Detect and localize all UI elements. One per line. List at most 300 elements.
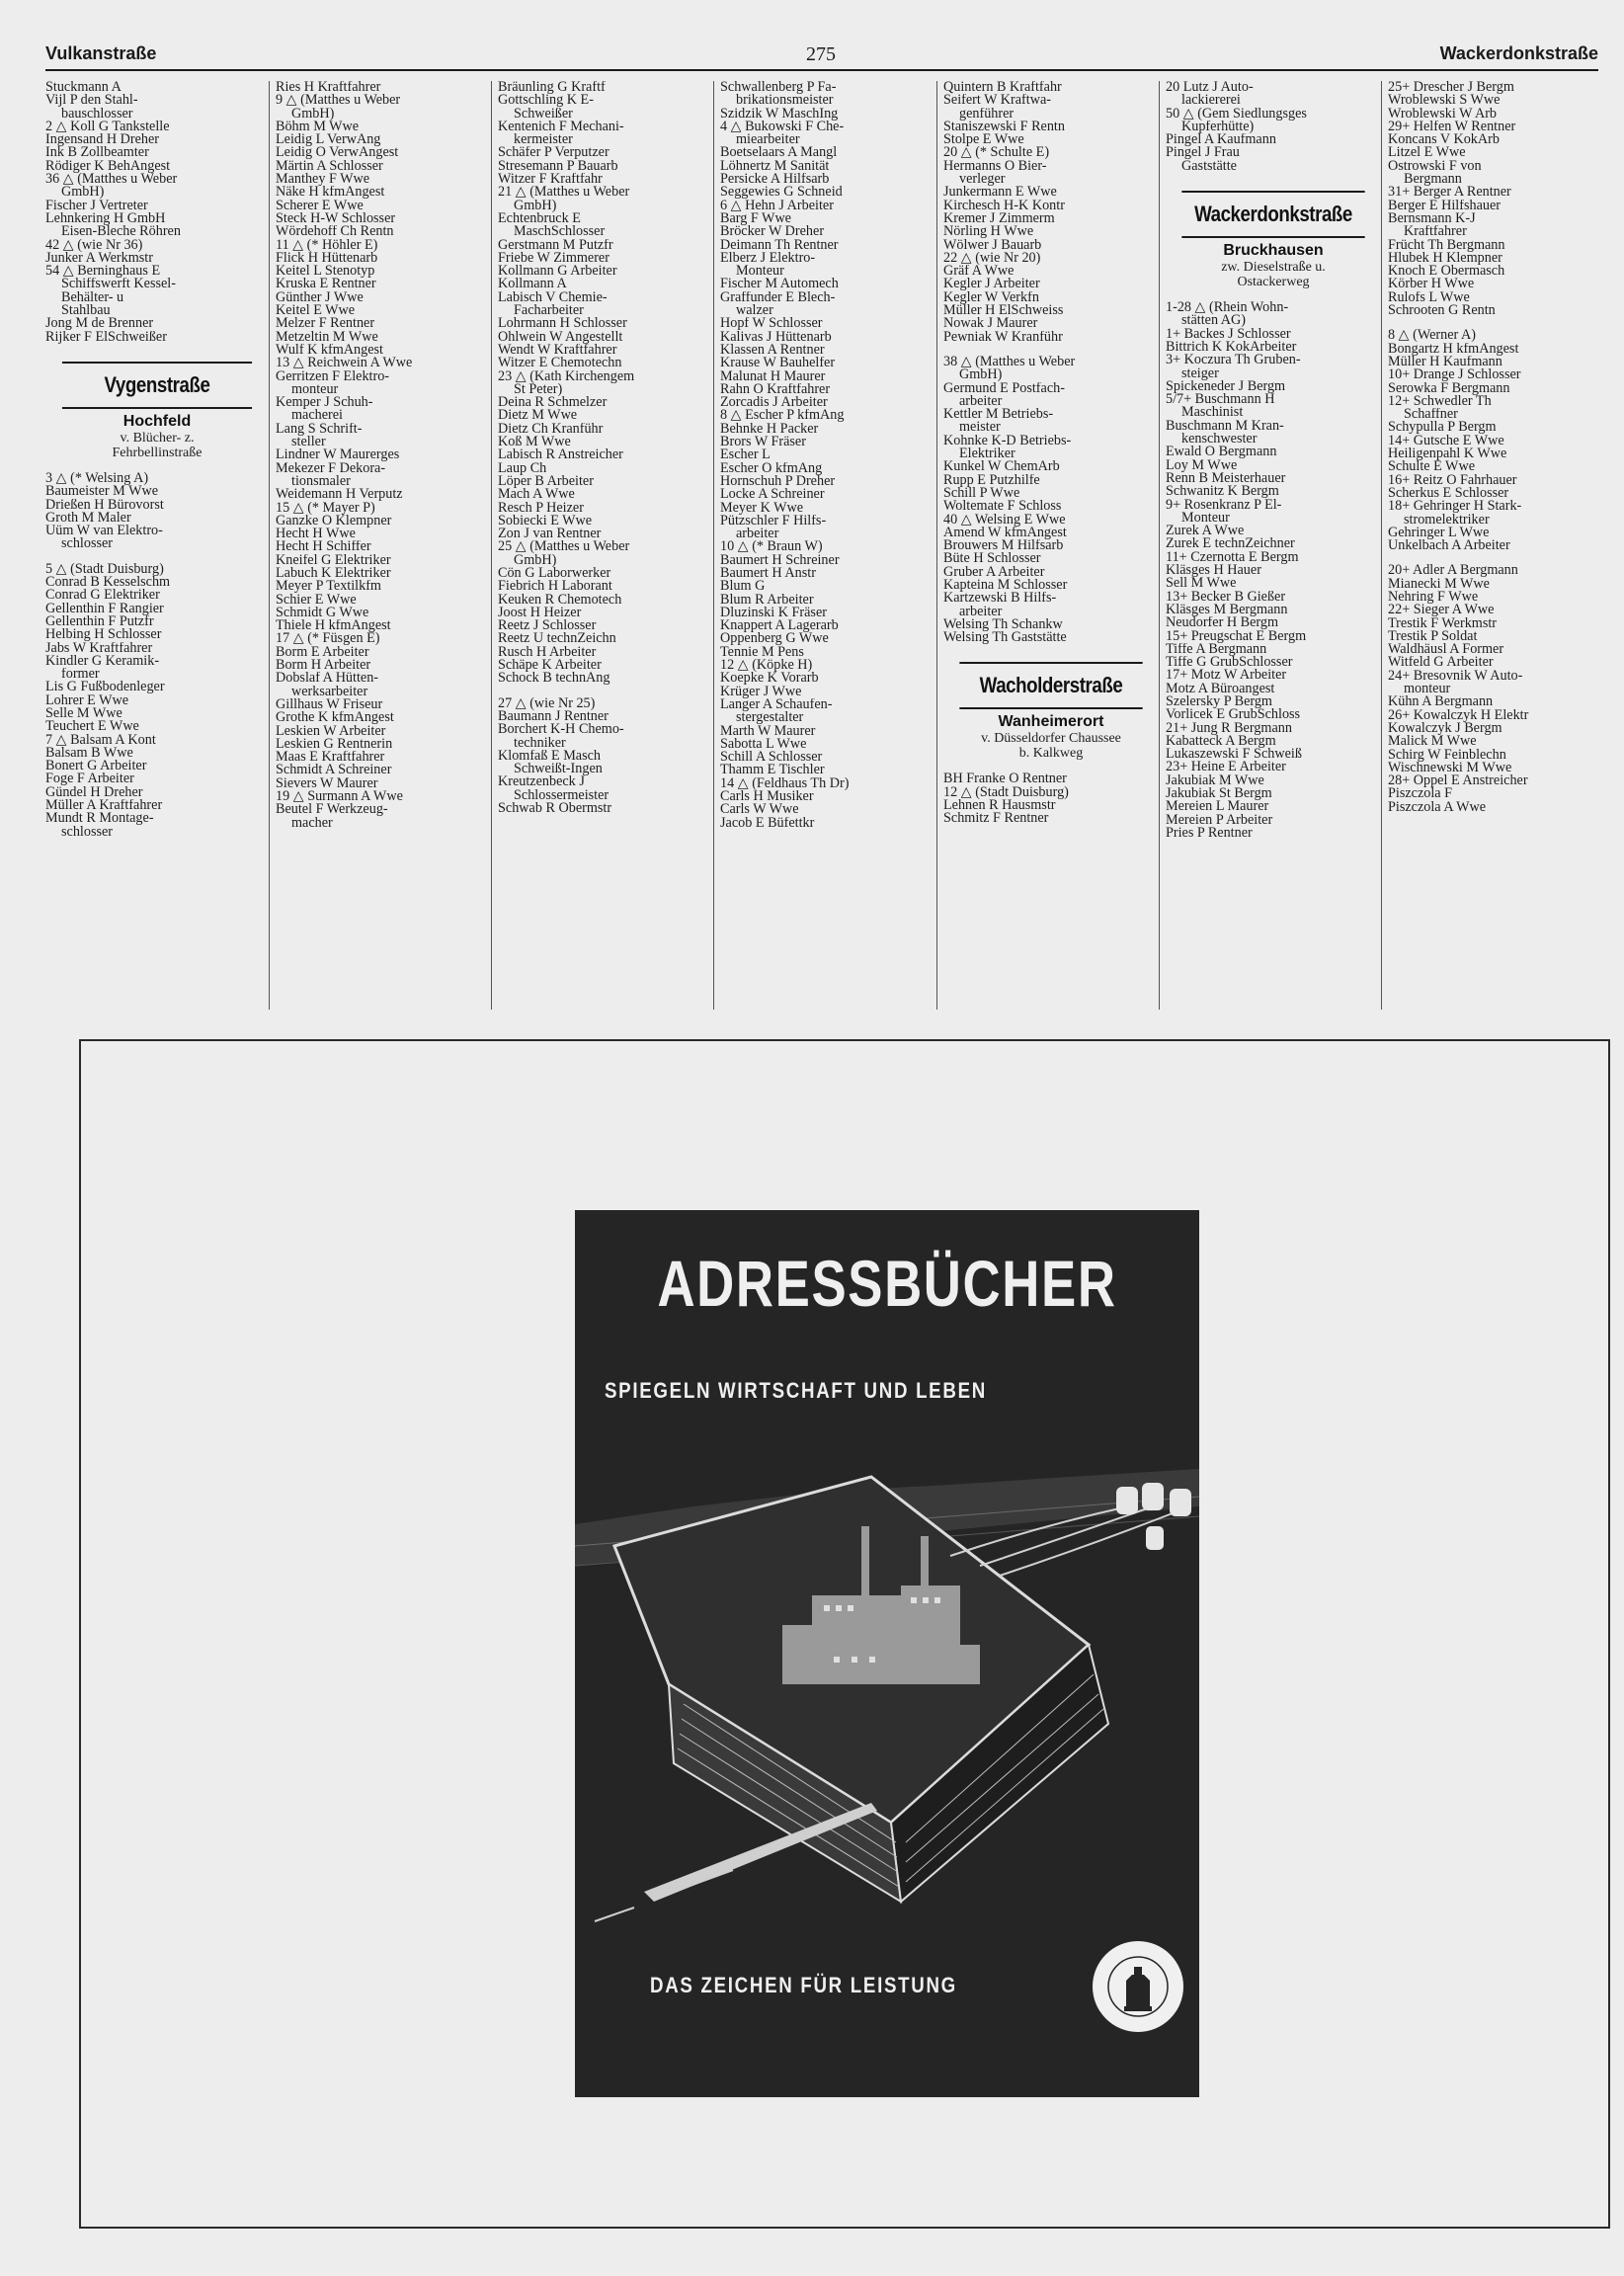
directory-entry: Witfeld G Arbeiter bbox=[1388, 656, 1494, 670]
directory-entry: Hopf W Schlosser bbox=[720, 317, 823, 331]
spacer bbox=[943, 344, 1159, 356]
directory-entry: 16+ Reitz O Fahrhauer bbox=[1388, 473, 1517, 487]
directory-entry: Schweißt-Ingen bbox=[514, 763, 603, 776]
directory-entry: Büte H Schlosser bbox=[943, 552, 1041, 566]
directory-entry: 14+ Gutsche E Wwe bbox=[1388, 434, 1504, 448]
publisher-seal-icon bbox=[1089, 1937, 1187, 2036]
directory-columns bbox=[45, 81, 1598, 1010]
directory-entry: Schill A Schlosser bbox=[720, 751, 823, 765]
directory-entry: Stahlbau bbox=[61, 304, 111, 318]
directory-entry: Kowalczyk J Bergm bbox=[1388, 721, 1502, 736]
directory-entry: Renn B Meisterhauer bbox=[1166, 471, 1286, 486]
directory-entry: Leidig O VerwAngest bbox=[276, 146, 399, 160]
directory-entry: Metzeltin M Wwe bbox=[276, 330, 378, 344]
directory-column-2 bbox=[269, 81, 491, 1010]
directory-entry: Pries P Rentner bbox=[1166, 826, 1253, 841]
directory-entry: Lang S Schrift- bbox=[276, 422, 363, 437]
header-right-street: Wackerdonkstraße bbox=[1439, 43, 1598, 63]
directory-entry: Labisch V Chemie- bbox=[498, 290, 608, 305]
directory-entry: Kegler W Verkfn bbox=[943, 290, 1039, 305]
directory-entry: Conrad G Elektriker bbox=[45, 589, 160, 603]
directory-entry: GmbH) bbox=[61, 186, 105, 200]
directory-entry: Kühn A Bergmann bbox=[1388, 695, 1494, 709]
directory-entry: 27 △ (wie Nr 25) bbox=[498, 696, 596, 710]
directory-entry: 23+ Heine E Arbeiter bbox=[1166, 761, 1286, 774]
directory-entry: Gerstmann M Putzfr bbox=[498, 238, 613, 252]
directory-entry: Dietz Ch Kranführ bbox=[498, 422, 604, 437]
advertisement-title: ADRESSBÜCHER bbox=[657, 1247, 1117, 1320]
directory-entry: 40 △ Welsing E Wwe bbox=[943, 513, 1066, 527]
directory-entry: Heiligenpahl K Wwe bbox=[1388, 447, 1507, 461]
directory-entry: Mekezer F Dekora- bbox=[276, 461, 386, 475]
directory-entry: 6 △ Hehn J Arbeiter bbox=[720, 199, 834, 212]
directory-entry: Zurek A Wwe bbox=[1166, 525, 1245, 538]
directory-entry: Dietz M Wwe bbox=[498, 409, 578, 423]
directory-entry: Kraftfahrer bbox=[1404, 225, 1467, 239]
directory-entry: Resch P Heizer bbox=[498, 501, 584, 515]
directory-entry: genführer bbox=[959, 107, 1015, 121]
directory-entry: Carls H Musiker bbox=[720, 790, 814, 804]
directory-entry: Stuckmann A bbox=[45, 81, 122, 95]
directory-entry: Maschinist bbox=[1181, 406, 1244, 420]
directory-entry: Schock B technAng bbox=[498, 672, 610, 686]
page-number: 275 bbox=[806, 43, 836, 65]
directory-entry: 23 △ (Kath Kirchengem bbox=[498, 369, 635, 383]
directory-entry: Behnke H Packer bbox=[720, 422, 819, 437]
directory-entry: Thamm E Tischler bbox=[720, 764, 825, 777]
directory-entry: Knoch E Obermasch bbox=[1388, 265, 1505, 279]
directory-entry: macherei bbox=[291, 409, 343, 423]
directory-entry: former bbox=[61, 668, 100, 682]
directory-column-3 bbox=[491, 81, 713, 1010]
directory-entry: steiger bbox=[1181, 366, 1219, 380]
directory-entry: Manthey F Wwe bbox=[276, 173, 370, 187]
directory-entry: 22+ Sieger A Wwe bbox=[1388, 604, 1495, 617]
directory-entry: Welsing Th Gaststätte bbox=[943, 631, 1067, 645]
street-heading: Vygenstraße bbox=[62, 362, 252, 409]
directory-entry: Gellenthin F Rangier bbox=[45, 602, 164, 615]
directory-entry: Lindner W Maurerges bbox=[276, 448, 400, 462]
directory-entry: Koepke K Vorarb bbox=[720, 672, 819, 686]
directory-entry: Gruber A Arbeiter bbox=[943, 565, 1045, 579]
directory-entry: 22 △ (wie Nr 20) bbox=[943, 251, 1041, 266]
directory-entry: Nowak J Maurer bbox=[943, 317, 1038, 331]
district-name: Hochfeld bbox=[122, 412, 192, 430]
directory-entry: MaschSchlosser bbox=[514, 225, 606, 239]
directory-entry: 26+ Kowalczyk H Elektr bbox=[1388, 708, 1529, 722]
directory-entry: Kirchesch H-K Kontr bbox=[943, 199, 1065, 212]
directory-entry: Gillhaus W Friseur bbox=[276, 697, 383, 712]
directory-entry: Kruska E Rentner bbox=[276, 278, 376, 291]
directory-entry: macher bbox=[291, 816, 333, 830]
directory-entry: Schweißer bbox=[514, 107, 573, 121]
directory-entry: Schulte E Wwe bbox=[1388, 460, 1475, 474]
directory-entry: Hlubek H Klempner bbox=[1388, 251, 1502, 266]
directory-entry: Gellenthin F Putzfr bbox=[45, 614, 154, 629]
directory-entry: Mianecki M Wwe bbox=[1388, 577, 1490, 591]
directory-entry: Eisen-Bleche Röhren bbox=[61, 225, 181, 239]
directory-entry: GmbH) bbox=[291, 107, 335, 121]
directory-entry: steller bbox=[291, 436, 326, 449]
directory-entry: 28+ Oppel E Anstreicher bbox=[1388, 774, 1528, 788]
directory-entry: Günther J Wwe bbox=[276, 290, 364, 305]
directory-entry: Bergmann bbox=[1404, 173, 1462, 187]
directory-entry: Wroblewski W Arb bbox=[1388, 107, 1498, 121]
directory-entry: Lohrmann H Schlosser bbox=[498, 317, 627, 331]
directory-entry: Amend W kfmAngest bbox=[943, 526, 1067, 540]
directory-entry: Gräf A Wwe bbox=[943, 265, 1015, 279]
directory-entry: Fischer J Vertreter bbox=[45, 199, 148, 212]
directory-entry: Thiele H kfmAngest bbox=[276, 619, 391, 633]
directory-entry: Gaststätte bbox=[1181, 159, 1237, 174]
directory-entry: Pützschler F Hilfs- bbox=[720, 514, 827, 528]
directory-entry: Rödiger K BehAngest bbox=[45, 159, 171, 174]
directory-entry: Dluzinski K Fräser bbox=[720, 606, 827, 620]
directory-entry: Mundt R Montage- bbox=[45, 812, 154, 826]
directory-entry: Rahn O Kraftfahrer bbox=[720, 382, 831, 397]
directory-entry: Scherer E Wwe bbox=[276, 199, 364, 212]
directory-entry: 15 △ (* Mayer P) bbox=[276, 501, 375, 515]
directory-entry: Staniszewski F Rentn bbox=[943, 120, 1065, 134]
directory-entry: 21 △ (Matthes u Weber bbox=[498, 186, 630, 200]
directory-entry: Barg F Wwe bbox=[720, 211, 791, 226]
directory-entry: Koncans V KokArb bbox=[1388, 133, 1500, 147]
directory-entry: Escher L bbox=[720, 448, 771, 462]
directory-entry: Wroblewski S Wwe bbox=[1388, 94, 1501, 108]
directory-entry: 5/7+ Buschmann H bbox=[1166, 393, 1275, 407]
directory-entry: Kunkel W ChemArb bbox=[943, 460, 1060, 474]
directory-entry: Gerritzen F Elektro- bbox=[276, 369, 390, 383]
directory-entry: Carls W Wwe bbox=[720, 803, 799, 817]
directory-entry: Lehnen R Hausmstr bbox=[943, 799, 1056, 813]
street-extent: zw. Dieselstraße u. bbox=[1221, 260, 1326, 276]
directory-entry: Mereien L Maurer bbox=[1166, 800, 1269, 814]
directory-entry: Löper B Arbeiter bbox=[498, 474, 594, 489]
directory-entry: 38 △ (Matthes u Weber bbox=[943, 355, 1076, 369]
directory-entry: Boetselaars A Mangl bbox=[720, 146, 838, 160]
directory-entry: Laup Ch bbox=[498, 461, 547, 475]
directory-entry: Langer A Schaufen- bbox=[720, 697, 833, 712]
directory-entry: Borm E Arbeiter bbox=[276, 645, 369, 660]
directory-entry: 8 △ Escher P kfmAng bbox=[720, 409, 845, 423]
directory-entry: 11+ Czernotta E Bergm bbox=[1166, 550, 1299, 565]
directory-entry: Labisch R Anstreicher bbox=[498, 448, 623, 462]
directory-entry: Klassen A Rentner bbox=[720, 343, 825, 358]
directory-entry: Hecht H Schiffer bbox=[276, 540, 371, 554]
directory-entry: Brouwers M Hilfsarb bbox=[943, 539, 1064, 553]
directory-entry: Nörling H Wwe bbox=[943, 225, 1034, 239]
directory-entry: Borchert K-H Chemo- bbox=[498, 723, 624, 737]
directory-entry: Leskien G Rentnerin bbox=[276, 737, 393, 752]
district-name: Bruckhausen bbox=[1223, 242, 1324, 260]
directory-entry: Jong M de Brenner bbox=[45, 317, 154, 331]
directory-entry: Frücht Th Bergmann bbox=[1388, 238, 1505, 252]
directory-entry: Welsing Th Schankw bbox=[943, 617, 1063, 632]
directory-entry: 25 △ (Matthes u Weber bbox=[498, 540, 630, 554]
directory-entry: 20+ Adler A Bergmann bbox=[1388, 564, 1518, 578]
directory-entry: Leskien W Arbeiter bbox=[276, 724, 386, 738]
directory-entry: Quintern B Kraftfahr bbox=[943, 81, 1062, 95]
directory-entry: Elektriker bbox=[959, 447, 1015, 461]
spacer bbox=[45, 344, 269, 356]
directory-entry: techniker bbox=[514, 736, 566, 750]
directory-entry: Junker A Werkmstr bbox=[45, 251, 153, 266]
directory-entry: Escher O kfmAng bbox=[720, 461, 823, 475]
directory-entry: Schwanitz K Bergm bbox=[1166, 485, 1279, 499]
directory-entry: Fiebrich H Laborant bbox=[498, 580, 612, 594]
directory-entry: Stolpe E Wwe bbox=[943, 133, 1024, 147]
directory-entry: 7 △ Balsam A Kont bbox=[45, 733, 156, 747]
directory-entry: Bernsmann K-J bbox=[1388, 211, 1476, 226]
directory-entry: Maas E Kraftfahrer bbox=[276, 751, 385, 765]
directory-entry: Schmidt A Schreiner bbox=[276, 764, 392, 777]
directory-entry: kenschwester bbox=[1181, 433, 1258, 447]
directory-entry: Locke A Schreiner bbox=[720, 488, 825, 502]
directory-entry: werksarbeiter bbox=[291, 685, 368, 698]
directory-entry: Jacob E Büfettkr bbox=[720, 816, 815, 830]
directory-entry: Schmidt G Wwe bbox=[276, 606, 369, 620]
directory-entry: Kollmann G Arbeiter bbox=[498, 265, 617, 279]
directory-entry: Lehnkering H GmbH bbox=[45, 211, 166, 226]
directory-entry: Gündel H Dreher bbox=[45, 785, 143, 800]
directory-entry: 42 △ (wie Nr 36) bbox=[45, 238, 143, 252]
spacer bbox=[45, 460, 269, 472]
directory-entry: Uüm W van Elektro- bbox=[45, 525, 163, 538]
directory-entry: Schrooten G Rentn bbox=[1388, 304, 1496, 318]
directory-entry: Körber H Wwe bbox=[1388, 278, 1475, 291]
directory-entry: Schwab R Obermstr bbox=[498, 802, 612, 816]
directory-entry: Wulf K kfmAngest bbox=[276, 343, 383, 358]
directory-entry: Teuchert E Wwe bbox=[45, 720, 139, 734]
directory-entry: GmbH) bbox=[514, 199, 557, 212]
directory-entry: Trestik P Soldat bbox=[1388, 629, 1478, 644]
directory-entry: Krüger J Wwe bbox=[720, 685, 802, 698]
directory-entry: Borm H Arbeiter bbox=[276, 659, 371, 673]
directory-entry: Baumert H Anstr bbox=[720, 566, 816, 581]
directory-entry: stromelektriker bbox=[1404, 513, 1490, 527]
directory-entry: Schwallenberg P Fa- bbox=[720, 81, 837, 95]
directory-entry: Ganzke O Klempner bbox=[276, 514, 392, 528]
directory-entry: Zorcadis J Arbeiter bbox=[720, 396, 828, 410]
directory-entry: BH Franke O Rentner bbox=[943, 772, 1067, 786]
directory-entry: Rijker F ElSchweißer bbox=[45, 330, 167, 344]
street-extent: b. Kalkweg bbox=[1018, 746, 1084, 762]
directory-entry: Ries H Kraftfahrer bbox=[276, 81, 381, 95]
directory-entry: Pingel J Frau bbox=[1166, 146, 1240, 160]
directory-entry: Trestik F Werkmstr bbox=[1388, 616, 1498, 630]
directory-entry: Schäfer P Verputzer bbox=[498, 146, 609, 160]
directory-entry: 25+ Drescher J Bergm bbox=[1388, 81, 1514, 95]
directory-entry: GmbH) bbox=[959, 368, 1003, 382]
directory-entry: Persicke A Hilfsarb bbox=[720, 173, 830, 187]
directory-entry: Groth M Maler bbox=[45, 511, 131, 526]
directory-entry: Scherkus E Schlosser bbox=[1388, 486, 1509, 501]
directory-entry: Brors W Fräser bbox=[720, 436, 806, 449]
directory-entry: Schäpe K Arbeiter bbox=[498, 659, 602, 673]
directory-entry: Bittrich K KokArbeiter bbox=[1166, 340, 1297, 355]
directory-entry: 50 △ (Gem Siedlungsges bbox=[1166, 107, 1307, 121]
directory-entry: Serowka F Bergmann bbox=[1388, 381, 1510, 395]
directory-entry: Seifert W Kraftwa- bbox=[943, 94, 1051, 108]
directory-entry: Knappert A Lagerarb bbox=[720, 619, 839, 633]
directory-entry: Berger E Hilfshauer bbox=[1388, 199, 1501, 212]
directory-entry: Szidzik W MaschIng bbox=[720, 107, 839, 121]
directory-entry: Reetz J Schlosser bbox=[498, 619, 597, 633]
directory-entry: Malunat H Maurer bbox=[720, 369, 826, 383]
directory-entry: 11 △ (* Höhler E) bbox=[276, 238, 378, 252]
street-extent: v. Blücher- z. bbox=[120, 430, 195, 446]
directory-entry: 12 △ (Köpke H) bbox=[720, 659, 813, 673]
directory-entry: Nehring F Wwe bbox=[1388, 590, 1479, 605]
directory-entry: Blum G bbox=[720, 580, 766, 594]
directory-entry: Baumeister M Wwe bbox=[45, 485, 158, 499]
directory-entry: GmbH) bbox=[514, 553, 557, 567]
directory-entry: Conrad B Kesselschm bbox=[45, 576, 171, 590]
directory-entry: Meyer P Textilkfm bbox=[276, 580, 381, 594]
directory-entry: 20 △ (* Schulte E) bbox=[943, 146, 1050, 160]
directory-entry: Neudorfer H Bergm bbox=[1166, 616, 1278, 630]
directory-entry: verleger bbox=[959, 173, 1006, 187]
directory-entry: Schlossermeister bbox=[514, 788, 609, 803]
directory-entry: Wischnewski M Wwe bbox=[1388, 761, 1512, 775]
directory-entry: 4 △ Bukowski F Che- bbox=[720, 120, 845, 134]
directory-entry: Meyer K Wwe bbox=[720, 501, 804, 515]
directory-entry: Weidemann H Verputz bbox=[276, 488, 403, 502]
directory-entry: Wördehoff Ch Rentn bbox=[276, 225, 394, 239]
directory-entry: Pewniak W Kranführ bbox=[943, 330, 1063, 344]
directory-entry: Waldhäusl A Former bbox=[1388, 643, 1504, 657]
directory-entry: Labuch K Elektriker bbox=[276, 566, 391, 581]
directory-entry: Märtin A Schlosser bbox=[276, 159, 383, 174]
directory-entry: Kreutzenbeck J bbox=[498, 775, 585, 789]
directory-entry: Joost H Heizer bbox=[498, 606, 582, 620]
directory-entry: 17+ Motz W Arbeiter bbox=[1166, 669, 1287, 683]
directory-entry: Monteur bbox=[1181, 511, 1230, 526]
directory-entry: Woltemate F Schloss bbox=[943, 500, 1062, 514]
directory-entry: stätten AG) bbox=[1181, 314, 1247, 328]
directory-entry: Bongartz H kfmAngest bbox=[1388, 342, 1519, 356]
directory-entry: St Peter) bbox=[514, 382, 563, 397]
directory-entry: Rupp E Putzhilfe bbox=[943, 473, 1040, 487]
directory-entry: Lis G Fußbodenleger bbox=[45, 681, 165, 694]
directory-entry: Müller A Kraftfahrer bbox=[45, 799, 163, 813]
directory-entry: Pingel A Kaufmann bbox=[1166, 133, 1276, 147]
directory-entry: brikationsmeister bbox=[736, 94, 834, 108]
directory-entry: Fischer M Automech bbox=[720, 278, 839, 291]
directory-entry: Elberz J Elektro- bbox=[720, 251, 816, 266]
directory-entry: Rulofs L Wwe bbox=[1388, 290, 1470, 305]
directory-entry: bauschlosser bbox=[61, 107, 133, 121]
directory-entry: 18+ Gehringer H Stark- bbox=[1388, 500, 1522, 514]
directory-entry: Motz A Büroangest bbox=[1166, 682, 1275, 695]
directory-entry: Jakubiak St Bergm bbox=[1166, 787, 1272, 801]
directory-entry: Piszczola F bbox=[1388, 787, 1453, 801]
directory-entry: Bonert G Arbeiter bbox=[45, 760, 147, 773]
directory-entry: Vorlicek E GrubSchloss bbox=[1166, 708, 1301, 722]
street-extent: v. Düsseldorfer Chaussee bbox=[981, 731, 1121, 747]
directory-entry: 12+ Schwedler Th bbox=[1388, 394, 1492, 409]
header-left-street: Vulkanstraße bbox=[45, 43, 157, 63]
directory-entry: Wendt W Kraftfahrer bbox=[498, 343, 617, 358]
directory-entry: Böhm M Wwe bbox=[276, 120, 360, 134]
spacer bbox=[1166, 289, 1381, 301]
directory-entry: 10 △ (* Braun W) bbox=[720, 540, 823, 554]
directory-entry: arbeiter bbox=[736, 528, 779, 541]
directory-entry: Stresemann P Bauarb bbox=[498, 159, 618, 174]
directory-entry: Facharbeiter bbox=[514, 304, 584, 318]
directory-entry: Baumann J Rentner bbox=[498, 709, 609, 724]
spacer bbox=[943, 644, 1159, 656]
directory-entry: Bröcker W Dreher bbox=[720, 225, 825, 239]
directory-entry: Germund E Postfach- bbox=[943, 381, 1065, 395]
directory-entry: Selle M Wwe bbox=[45, 706, 122, 721]
directory-entry: meister bbox=[959, 421, 1001, 435]
street-extent: Fehrbellinstraße bbox=[112, 445, 203, 460]
directory-entry: Kabatteck A Bergm bbox=[1166, 734, 1276, 749]
directory-entry: Oppenberg G Wwe bbox=[720, 632, 829, 646]
directory-entry: Blum R Arbeiter bbox=[720, 593, 814, 607]
directory-entry: 13 △ Reichwein A Wwe bbox=[276, 357, 413, 370]
directory-entry: Szelersky P Bergm bbox=[1166, 694, 1272, 709]
directory-entry: Sievers W Maurer bbox=[276, 776, 378, 791]
directory-entry: 15+ Preugschat E Bergm bbox=[1166, 629, 1307, 643]
directory-entry: Schiffswerft Kessel- bbox=[61, 278, 176, 291]
spacer bbox=[45, 551, 269, 563]
directory-entry: Ink B Zollbeamter bbox=[45, 146, 149, 160]
directory-entry: 5 △ (Stadt Duisburg) bbox=[45, 562, 164, 577]
directory-entry: Schypulla P Bergm bbox=[1388, 421, 1497, 435]
directory-entry: Tiffe G GrubSchlosser bbox=[1166, 656, 1293, 670]
directory-entry: 10+ Drange J Schlosser bbox=[1388, 368, 1521, 382]
spacer bbox=[498, 686, 713, 697]
directory-entry: 29+ Helfen W Rentner bbox=[1388, 120, 1516, 134]
directory-entry: Foge F Arbeiter bbox=[45, 772, 134, 786]
directory-entry: Kneifel G Elektriker bbox=[276, 553, 391, 567]
directory-entry: monteur bbox=[1404, 683, 1451, 696]
directory-entry: Sell M Wwe bbox=[1166, 577, 1237, 591]
directory-entry: miearbeiter bbox=[736, 133, 800, 147]
advertisement-slogan: DAS ZEICHEN FÜR LEISTUNG bbox=[650, 1973, 957, 1997]
directory-entry: Baumert H Schreiner bbox=[720, 553, 840, 567]
directory-entry: schlosser bbox=[61, 537, 114, 551]
directory-entry: Hornschuh P Dreher bbox=[720, 474, 836, 489]
directory-entry: 9 △ (Matthes u Weber bbox=[276, 94, 401, 108]
directory-entry: Malick M Wwe bbox=[1388, 735, 1477, 749]
directory-entry: Kollmann A bbox=[498, 278, 567, 291]
directory-entry: Echtenbruck E bbox=[498, 211, 581, 226]
directory-entry: Deimann Th Rentner bbox=[720, 238, 839, 252]
spacer bbox=[1166, 173, 1381, 185]
directory-column-6 bbox=[1159, 81, 1381, 1010]
directory-entry: Keitel L Stenotyp bbox=[276, 265, 375, 279]
directory-entry: Bräunling G Kraftf bbox=[498, 81, 606, 95]
directory-entry: 24+ Bresovnik W Auto- bbox=[1388, 669, 1523, 684]
directory-entry: kermeister bbox=[514, 133, 573, 147]
directory-entry: Krause W Bauhelfer bbox=[720, 357, 836, 370]
directory-entry: Deina R Schmelzer bbox=[498, 396, 608, 410]
directory-entry: Seggewies G Schneid bbox=[720, 186, 843, 200]
directory-entry: Jakubiak M Wwe bbox=[1166, 773, 1264, 788]
directory-entry: Cön G Laborwerker bbox=[498, 566, 611, 581]
directory-entry: 12 △ (Stadt Duisburg) bbox=[943, 785, 1069, 800]
directory-entry: Loy M Wwe bbox=[1166, 458, 1238, 472]
directory-entry: 1+ Backes J Schlosser bbox=[1166, 327, 1291, 341]
directory-entry: Junkermann E Wwe bbox=[943, 186, 1057, 200]
directory-entry: Hecht H Wwe bbox=[276, 528, 356, 541]
page-header bbox=[45, 43, 1598, 67]
spacer bbox=[943, 761, 1159, 772]
directory-entry: 13+ Becker B Gießer bbox=[1166, 590, 1286, 604]
